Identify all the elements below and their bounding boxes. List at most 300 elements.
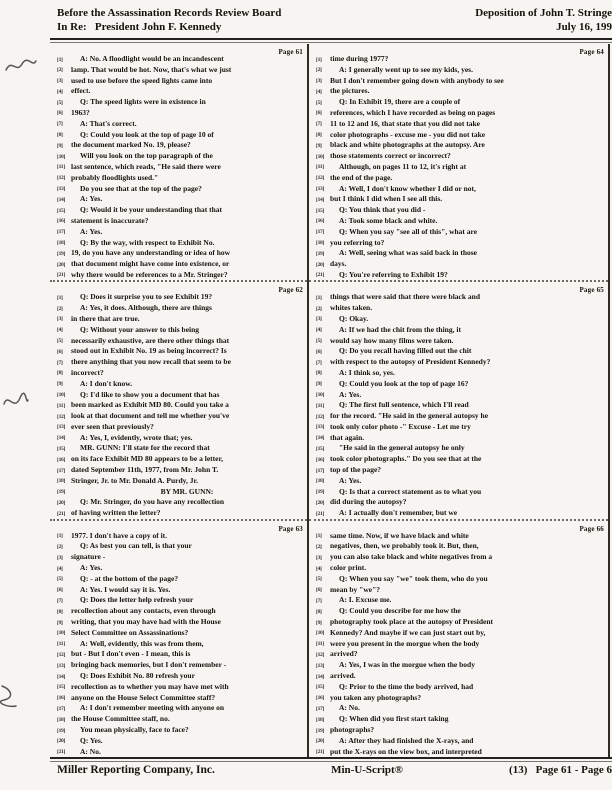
line-text: Q: Could you describe for me how the bbox=[339, 606, 461, 616]
line-text: A: Yes. bbox=[80, 194, 103, 204]
line-number: [10] bbox=[57, 153, 66, 160]
line-text: Select Committee on Assassinations? bbox=[71, 627, 189, 637]
line-text: Do you see that at the top of the page? bbox=[80, 183, 202, 193]
line-number: [5] bbox=[316, 99, 322, 106]
line-number: [20] bbox=[57, 499, 66, 506]
deposition-caption bbox=[475, 6, 612, 34]
transcript-line bbox=[316, 671, 604, 682]
line-text: negatives, then, we probably took it. But, then, bbox=[330, 541, 479, 551]
line-number: [4] bbox=[316, 327, 322, 334]
line-number: [15] bbox=[57, 207, 66, 214]
line-text: Q: When you say "see all of this", what are bbox=[339, 226, 478, 236]
transcript-line bbox=[57, 693, 303, 704]
line-number: [9] bbox=[316, 381, 322, 388]
transcript-line bbox=[57, 65, 303, 76]
transcript-line bbox=[57, 736, 303, 747]
line-number: [1] bbox=[316, 533, 322, 540]
line-text: things that were said that there were black and bbox=[330, 292, 480, 302]
line-text: Q: The first full sentence, which I'll read bbox=[339, 400, 469, 410]
line-text: the document marked No. 19, please? bbox=[71, 140, 191, 150]
line-number: [14] bbox=[57, 673, 66, 680]
line-text: A: Well, evidently, this was from them, bbox=[80, 638, 204, 648]
transcript-line bbox=[316, 541, 604, 552]
line-number: [2] bbox=[316, 543, 322, 550]
line-text: probably floodlights used." bbox=[71, 172, 159, 182]
line-text: why there would be references to a Mr. Stringer? bbox=[71, 269, 228, 279]
transcript-page-block bbox=[50, 280, 307, 518]
line-number: [5] bbox=[57, 338, 63, 345]
transcript-line bbox=[57, 422, 303, 433]
transcript-page-block bbox=[309, 519, 608, 757]
transcript-line bbox=[316, 357, 604, 368]
line-text: MR. GUNN: I'll state for the record that bbox=[80, 443, 210, 453]
page-header bbox=[50, 6, 612, 34]
transcript-line bbox=[57, 747, 303, 757]
case-caption-line1: Before the Assassination Records Review Board bbox=[57, 7, 282, 19]
line-number: [4] bbox=[316, 565, 322, 572]
line-number: [13] bbox=[57, 424, 66, 431]
transcript-line bbox=[316, 725, 604, 736]
transcript-line bbox=[316, 205, 604, 216]
minuscript-brand: Min-U-Script® bbox=[331, 764, 403, 776]
line-number: [9] bbox=[57, 142, 63, 149]
transcript-line bbox=[57, 357, 303, 368]
line-number: [12] bbox=[57, 413, 66, 420]
transcript-line bbox=[57, 325, 303, 336]
transcript-column-left bbox=[50, 44, 307, 757]
transcript-line bbox=[316, 454, 604, 465]
line-text: A: I actually don't remember, but we bbox=[339, 508, 458, 518]
line-text: Will you look on the top paragraph of the bbox=[80, 151, 213, 161]
transcript-line bbox=[57, 216, 303, 227]
pen-mark bbox=[4, 54, 38, 78]
line-text: color print. bbox=[330, 563, 367, 573]
line-number: [3] bbox=[316, 554, 322, 561]
transcript-line bbox=[57, 671, 303, 682]
transcript-line bbox=[316, 97, 604, 108]
transcript-line bbox=[316, 639, 604, 650]
case-caption bbox=[50, 6, 281, 34]
line-text: Q: When did you first start taking bbox=[339, 714, 449, 724]
line-number: [3] bbox=[57, 78, 63, 85]
line-text: last sentence, which reads, "He said there were bbox=[71, 161, 221, 171]
transcript-line bbox=[316, 628, 604, 639]
line-number: [15] bbox=[316, 207, 325, 214]
line-number: [4] bbox=[316, 88, 322, 95]
transcript-line bbox=[57, 531, 303, 542]
line-text: Q: The speed lights were in existence in bbox=[80, 97, 206, 107]
line-number: [12] bbox=[316, 175, 325, 182]
line-text: incorrect? bbox=[71, 367, 104, 377]
line-text: recollection as to whether you may have met with bbox=[71, 681, 229, 691]
line-number: [4] bbox=[57, 88, 63, 95]
line-number: [11] bbox=[57, 164, 65, 171]
line-number: [13] bbox=[57, 186, 66, 193]
transcript-line bbox=[316, 595, 604, 606]
line-text: same time. Now, if we have black and white bbox=[330, 530, 469, 540]
line-number: [8] bbox=[316, 132, 322, 139]
line-number: [5] bbox=[57, 576, 63, 583]
transcript-line bbox=[57, 508, 303, 518]
transcript-line bbox=[316, 487, 604, 498]
line-text: stood out in Exhibit No. 19 as being incorrect? Is bbox=[71, 346, 227, 356]
line-number: [21] bbox=[316, 272, 325, 279]
line-text: A: No. bbox=[339, 703, 360, 713]
transcript-line bbox=[316, 660, 604, 671]
line-number: [8] bbox=[316, 370, 322, 377]
line-number: [18] bbox=[57, 478, 66, 485]
transcript-line bbox=[316, 682, 604, 693]
line-text: used to use before the speed lights came into bbox=[71, 75, 213, 85]
line-text: necessarily exhaustive, are there other things that bbox=[71, 335, 230, 345]
line-number: [16] bbox=[316, 456, 325, 463]
line-number: [10] bbox=[57, 630, 66, 637]
line-text: A: Yes. bbox=[339, 389, 362, 399]
line-number: [6] bbox=[57, 348, 63, 355]
transcript-line bbox=[57, 443, 303, 454]
transcript-line bbox=[57, 639, 303, 650]
transcript-line bbox=[316, 151, 604, 162]
line-number: [15] bbox=[316, 684, 325, 691]
transcript-column-right bbox=[307, 44, 610, 757]
line-text: took only color photo -" Excuse - Let me try bbox=[330, 421, 471, 431]
line-number: [2] bbox=[316, 305, 322, 312]
line-number: [12] bbox=[57, 175, 66, 182]
line-text: Q: Mr. Stringer, do you have any recollection bbox=[80, 497, 225, 507]
line-number: [4] bbox=[57, 565, 63, 572]
transcript-line bbox=[316, 162, 604, 173]
line-text: Stringer, Jr. to Mr. Donald A. Purdy, Jr. bbox=[71, 475, 199, 485]
transcript-line bbox=[57, 541, 303, 552]
transcript-line bbox=[316, 303, 604, 314]
line-number: [2] bbox=[57, 305, 63, 312]
transcript-line bbox=[316, 411, 604, 422]
transcript-page-block bbox=[309, 280, 608, 518]
line-text: writing, that you may have had with the House bbox=[71, 617, 221, 627]
line-number: [10] bbox=[57, 392, 66, 398]
line-number: [13] bbox=[316, 662, 325, 669]
transcript-line bbox=[316, 119, 604, 130]
line-text: whites taken. bbox=[330, 303, 373, 313]
transcript-line bbox=[57, 465, 303, 476]
transcript-line bbox=[57, 130, 303, 141]
line-number: [21] bbox=[57, 510, 66, 517]
line-number: [3] bbox=[57, 316, 63, 323]
transcript-line bbox=[57, 725, 303, 736]
transcript-line bbox=[57, 454, 303, 465]
line-text: photographs? bbox=[330, 725, 375, 734]
line-text: color photographs - excuse me - you did not take bbox=[330, 129, 486, 139]
line-text: you can also take black and white negatives from a bbox=[330, 552, 493, 562]
line-text: A: If we had the chit from the thing, it bbox=[339, 324, 461, 334]
transcript-line bbox=[316, 531, 604, 542]
transcript-line bbox=[57, 108, 303, 119]
line-number: [17] bbox=[316, 467, 325, 474]
line-number: [19] bbox=[316, 727, 325, 734]
line-number: [6] bbox=[316, 348, 322, 355]
line-text: the end of the page. bbox=[330, 172, 393, 182]
line-text: 1963? bbox=[71, 107, 90, 117]
pen-mark bbox=[2, 390, 30, 414]
page-footer bbox=[50, 764, 612, 776]
line-text: A: No. A floodlight would be an incandescent bbox=[80, 54, 224, 63]
line-number: [1] bbox=[57, 56, 63, 63]
line-number: [7] bbox=[57, 121, 63, 128]
line-number: [13] bbox=[316, 186, 325, 193]
line-text: BY MR. GUNN: bbox=[160, 486, 214, 496]
transcript-line bbox=[57, 595, 303, 606]
line-number: [7] bbox=[316, 121, 322, 128]
transcript-line bbox=[57, 476, 303, 487]
transcript-line bbox=[316, 270, 604, 280]
line-number: [7] bbox=[316, 359, 322, 366]
transcript-line bbox=[57, 617, 303, 628]
transcript-line bbox=[57, 606, 303, 617]
line-number: [2] bbox=[57, 543, 63, 550]
transcript-line bbox=[316, 325, 604, 336]
line-text: A: I don't remember meeting with anyone on bbox=[80, 703, 225, 713]
transcript-line bbox=[316, 292, 604, 303]
line-text: been marked as Exhibit MD 80. Could you take a bbox=[71, 400, 229, 410]
line-text: for the record. "He said in the general autopsy he bbox=[330, 411, 489, 421]
line-number: [8] bbox=[57, 132, 63, 139]
transcript-line bbox=[57, 390, 303, 401]
line-text: of having written the letter? bbox=[71, 508, 161, 518]
line-text: Q: Okay. bbox=[339, 313, 369, 323]
line-text: But I don't remember going down with anybody to see bbox=[330, 75, 504, 85]
line-text: but I think I did when I see all this. bbox=[330, 194, 443, 204]
line-text: Q: Would it be your understanding that that bbox=[80, 205, 223, 215]
transcript-line bbox=[316, 422, 604, 433]
line-number: [11] bbox=[316, 164, 324, 171]
transcript-line bbox=[57, 54, 303, 65]
line-text: there anything that you now recall that seem to be bbox=[71, 357, 231, 367]
line-text: arrived? bbox=[330, 649, 358, 659]
page-number-label: Page 62 bbox=[278, 286, 303, 295]
line-number: [1] bbox=[316, 294, 322, 301]
line-number: [10] bbox=[316, 153, 325, 160]
transcript-line bbox=[316, 227, 604, 238]
line-text: top of the page? bbox=[330, 465, 382, 475]
line-text: the House Committee staff, no. bbox=[71, 714, 170, 724]
line-number: [19] bbox=[316, 489, 325, 496]
line-number: [18] bbox=[57, 240, 66, 247]
transcript-line bbox=[57, 270, 303, 280]
page-number-label: Page 64 bbox=[579, 48, 604, 56]
transcript-page-block bbox=[309, 44, 608, 280]
transcript-line bbox=[316, 86, 604, 97]
line-text: arrived. bbox=[330, 671, 356, 681]
transcript-line bbox=[316, 497, 604, 508]
transcript-line bbox=[57, 682, 303, 693]
transcript-line bbox=[57, 173, 303, 184]
line-text: A: After they had finished the X-rays, and bbox=[339, 735, 474, 745]
transcript-line bbox=[316, 379, 604, 390]
line-number: [1] bbox=[316, 56, 322, 63]
line-number: [11] bbox=[57, 641, 65, 648]
line-text: time during 1977? bbox=[330, 54, 389, 63]
line-text: Q: Could you look at the top of page 16? bbox=[339, 378, 469, 388]
line-number: [5] bbox=[316, 576, 322, 583]
transcript-line bbox=[316, 346, 604, 357]
line-number: [10] bbox=[316, 630, 325, 637]
line-text: 19, do you have any understanding or idea of how bbox=[71, 248, 231, 258]
line-text: black and white photographs at the autopsy. Are bbox=[330, 140, 485, 150]
line-text: Q: By the way, with respect to Exhibit No. bbox=[80, 237, 215, 247]
line-number: [11] bbox=[316, 641, 324, 648]
transcript-line bbox=[316, 736, 604, 747]
transcript-line bbox=[57, 86, 303, 97]
transcript-line bbox=[57, 336, 303, 347]
line-number: [9] bbox=[57, 619, 63, 626]
transcript-line bbox=[316, 336, 604, 347]
line-text: Q: In Exhibit 19, there are a couple of bbox=[339, 97, 461, 107]
line-number: [8] bbox=[57, 370, 63, 377]
line-number: [7] bbox=[57, 597, 63, 604]
transcript-line bbox=[57, 411, 303, 422]
line-number: [9] bbox=[57, 381, 63, 388]
transcript-line bbox=[57, 703, 303, 714]
transcript-line bbox=[316, 649, 604, 660]
line-text: A: Well, I don't know whether I did or not, bbox=[339, 183, 476, 193]
line-number: [13] bbox=[57, 662, 66, 669]
line-text: A: I generally went up to see my kids, yes. bbox=[339, 64, 473, 74]
line-number: [6] bbox=[57, 110, 63, 117]
line-number: [19] bbox=[57, 727, 66, 734]
line-text: Q: Does it surprise you to see Exhibit 19? bbox=[80, 292, 213, 302]
deposition-title: Deposition of John T. Stringe bbox=[475, 7, 612, 19]
transcript-line bbox=[57, 194, 303, 205]
line-number: [1] bbox=[57, 294, 63, 301]
line-number: [14] bbox=[57, 435, 66, 442]
transcript-line bbox=[316, 216, 604, 227]
transcript-grid bbox=[50, 44, 610, 757]
line-number: [9] bbox=[316, 142, 322, 149]
transcript-line bbox=[316, 390, 604, 401]
transcript-line bbox=[316, 443, 604, 454]
pen-mark bbox=[0, 682, 20, 710]
line-text: photography took place at the autopsy of President bbox=[330, 617, 493, 627]
line-text: dated September 11th, 1977, from Mr. John T. bbox=[71, 465, 219, 475]
line-text: but - But I don't even - I mean, this is bbox=[71, 649, 191, 659]
transcript-line bbox=[316, 714, 604, 725]
transcript-line bbox=[316, 693, 604, 704]
page-number-label: Page 65 bbox=[579, 286, 604, 295]
transcript-line bbox=[316, 140, 604, 151]
line-number: [14] bbox=[316, 435, 325, 442]
transcript-line bbox=[57, 162, 303, 173]
line-text: references, which I have recorded as being on pages bbox=[330, 107, 496, 117]
line-number: [2] bbox=[316, 67, 322, 74]
line-number: [17] bbox=[57, 705, 66, 712]
transcript-line bbox=[57, 248, 303, 259]
line-text: ever seen that previously? bbox=[71, 421, 154, 431]
transcript-line bbox=[57, 368, 303, 379]
line-text: those statements correct or incorrect? bbox=[330, 151, 451, 161]
line-number: [19] bbox=[57, 489, 66, 496]
transcript-line bbox=[57, 649, 303, 660]
line-number: [4] bbox=[57, 327, 63, 334]
line-number: [17] bbox=[57, 229, 66, 236]
line-text: mean by "we"? bbox=[330, 584, 380, 594]
page-number-label: Page 66 bbox=[579, 524, 604, 533]
line-number: [21] bbox=[316, 749, 325, 756]
transcript-line bbox=[316, 563, 604, 574]
line-text: 11 to 12 and 16, that state that you did not take bbox=[330, 118, 481, 128]
transcript-line bbox=[57, 379, 303, 390]
line-text: A: No. bbox=[80, 746, 101, 756]
transcript-line bbox=[316, 400, 604, 411]
line-text: lamp. That would be hot. Now, that's what we just bbox=[71, 64, 232, 74]
transcript-line bbox=[316, 552, 604, 563]
line-text: Kennedy? And maybe if we can just start out by, bbox=[330, 627, 486, 637]
transcript-line bbox=[57, 628, 303, 639]
line-number: [20] bbox=[316, 499, 325, 506]
transcript-line bbox=[57, 497, 303, 508]
header-rule bbox=[50, 38, 612, 43]
line-number: [11] bbox=[316, 402, 324, 409]
transcript-line bbox=[57, 660, 303, 671]
transcript-line bbox=[316, 108, 604, 119]
line-number: [3] bbox=[57, 554, 63, 561]
line-number: [9] bbox=[316, 619, 322, 626]
line-number: [8] bbox=[316, 608, 322, 615]
line-text: Q: Does the letter help refresh your bbox=[80, 595, 194, 605]
line-text: you referring to? bbox=[330, 237, 385, 247]
line-text: A: I don't know. bbox=[80, 378, 133, 388]
line-number: [18] bbox=[316, 716, 325, 723]
line-text: You mean physically, face to face? bbox=[80, 725, 189, 734]
page-number-label: Page 61 bbox=[278, 48, 303, 56]
line-number: [18] bbox=[316, 478, 325, 485]
line-text: A: Yes. I would say it is. Yes. bbox=[80, 584, 171, 594]
transcript-line bbox=[57, 400, 303, 411]
line-number: [21] bbox=[57, 749, 66, 756]
transcript-line bbox=[57, 552, 303, 563]
transcript-line bbox=[316, 130, 604, 141]
transcript-line bbox=[316, 617, 604, 628]
line-text: A: Yes. bbox=[339, 475, 362, 485]
line-text: A: Well, seeing what was said back in those bbox=[339, 248, 478, 258]
line-text: the pictures. bbox=[330, 86, 370, 96]
line-text: Q: You're referring to Exhibit 19? bbox=[339, 269, 448, 279]
line-text: put the X-rays on the view box, and interpreted bbox=[330, 746, 482, 756]
line-text: you taken any photographs? bbox=[330, 692, 422, 702]
transcript-line bbox=[316, 433, 604, 444]
line-number: [18] bbox=[316, 240, 325, 247]
line-text: A: Yes. bbox=[80, 226, 103, 236]
line-text: Q: Is that a correct statement as to what you bbox=[339, 486, 482, 496]
line-text: with respect to the autopsy of President Kennedy? bbox=[330, 357, 491, 367]
line-text: in there that are true. bbox=[71, 313, 140, 323]
line-text: anyone on the House Select Committee staff? bbox=[71, 692, 216, 702]
line-text: were you present in the morgue when the body bbox=[330, 638, 480, 648]
line-text: Q: When you say "we" took them, who do you bbox=[339, 573, 488, 583]
line-number: [5] bbox=[57, 99, 63, 106]
line-number: [13] bbox=[316, 424, 325, 431]
footer-page-range: (13) Page 61 - Page 6 bbox=[509, 764, 612, 776]
transcript-line bbox=[316, 585, 604, 596]
line-number: [1] bbox=[57, 533, 63, 540]
line-number: [16] bbox=[57, 456, 66, 463]
transcript-line bbox=[316, 248, 604, 259]
line-number: [19] bbox=[57, 250, 66, 257]
line-number: [17] bbox=[316, 229, 325, 236]
line-text: A: Took some black and white. bbox=[339, 215, 438, 225]
line-number: [16] bbox=[316, 695, 325, 702]
transcript-line bbox=[57, 714, 303, 725]
line-number: [12] bbox=[316, 651, 325, 658]
